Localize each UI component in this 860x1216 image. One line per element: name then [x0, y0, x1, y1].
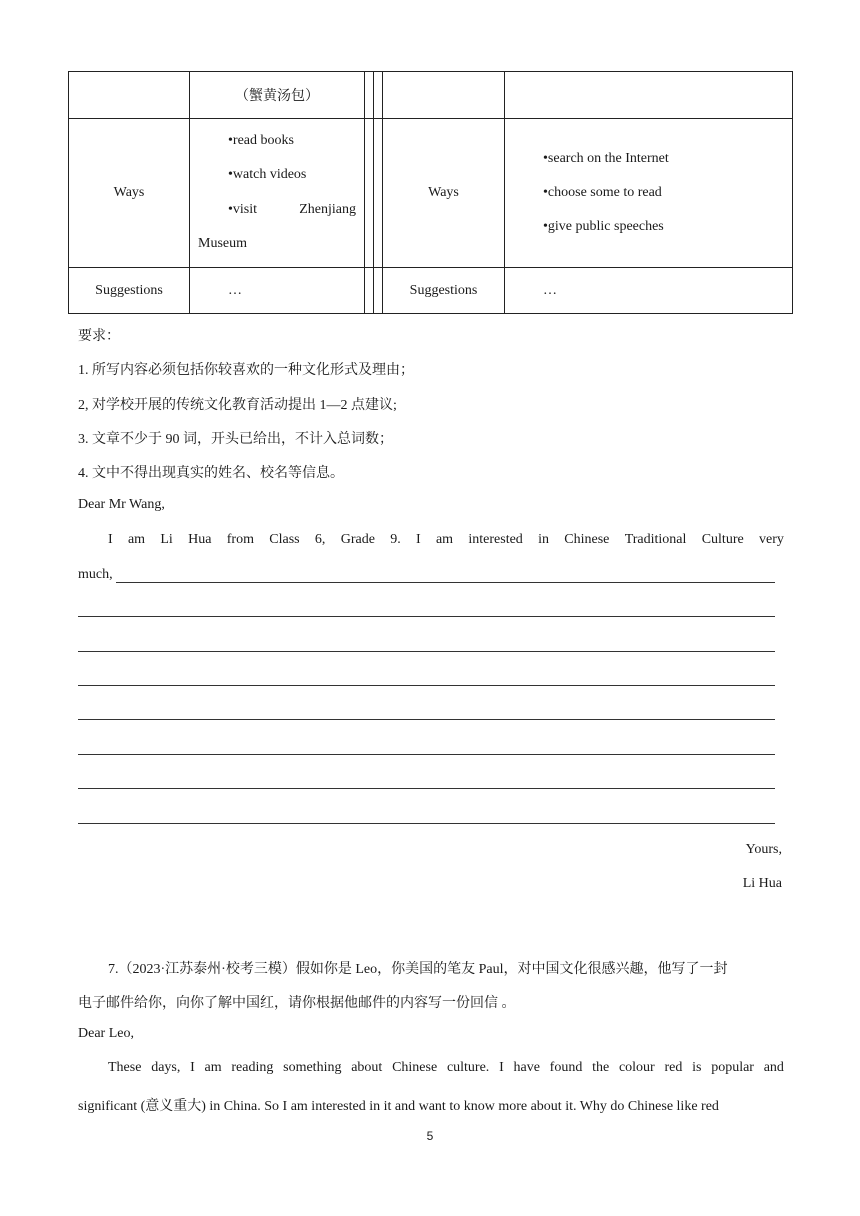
- word: the: [592, 1060, 610, 1075]
- suggestions-label-right: Suggestions: [383, 268, 505, 314]
- word: I: [190, 1060, 195, 1075]
- word: am: [127, 532, 146, 547]
- word: Chinese: [392, 1060, 438, 1075]
- table-row: [69, 119, 793, 268]
- food-name-cell: （蟹黄汤包）: [190, 72, 365, 119]
- word: am: [204, 1060, 222, 1075]
- email-body-line: [108, 1060, 784, 1076]
- requirement-item: 1. 所写内容必须包括你较喜欢的一种文化形式及理由；: [78, 363, 414, 378]
- word: Grade: [340, 532, 375, 547]
- table-cell: [374, 119, 383, 268]
- ways-item: •give public speeches: [543, 219, 664, 234]
- ways-item: Museum: [198, 236, 247, 251]
- writing-blank-line: [78, 823, 775, 824]
- word: Li: [160, 532, 173, 547]
- table-cell: [374, 72, 383, 119]
- ways-item: •watch videos: [228, 167, 307, 182]
- table-cell: [365, 268, 374, 314]
- letter-closing: Yours,: [745, 842, 782, 857]
- word: Class: [269, 532, 300, 547]
- question-7-line-2: 电子邮件给你，向你了解中国红，请你根据他邮件的内容写一份回信 。: [78, 996, 516, 1011]
- requirements-heading: 要求：: [78, 329, 120, 344]
- table-cell: [365, 72, 374, 119]
- question-7-line-1: 7.（2023·江苏泰州·校考三模）假如你是 Leo，你美国的笔友 Paul，对中国文化很感兴趣，他写了一封: [108, 962, 728, 977]
- writing-blank-line: [78, 788, 775, 789]
- table-row: [69, 268, 793, 314]
- requirement-item: 2, 对学校开展的传统文化教育活动提出 1—2 点建议;: [78, 398, 397, 413]
- requirement-item: 4. 文中不得出现真实的姓名、校名等信息。: [78, 466, 344, 481]
- table-cell: [383, 72, 505, 119]
- writing-blank-line: [78, 754, 775, 755]
- word: 6,: [314, 532, 326, 547]
- ways-list-right: [505, 119, 793, 268]
- word: and: [763, 1060, 784, 1075]
- word: reading: [231, 1060, 274, 1075]
- letter-signature: Li Hua: [742, 876, 782, 891]
- word: interested: [468, 532, 523, 547]
- email-body-line: significant (意义重大) in China. So I am interested in it and want to know more about it. Why do Chinese like red: [78, 1099, 719, 1114]
- word: Hua: [188, 532, 212, 547]
- word: Chinese: [564, 532, 610, 547]
- word: I: [499, 1060, 504, 1075]
- word: Culture: [701, 532, 744, 547]
- ways-item: •choose some to read: [543, 185, 662, 200]
- writing-blank-line: [78, 616, 775, 617]
- ways-list-left: [190, 119, 365, 268]
- table-row: [69, 72, 793, 119]
- table-cell: [505, 72, 793, 119]
- word: have: [513, 1060, 540, 1075]
- word: something: [283, 1060, 342, 1075]
- word: found: [549, 1060, 583, 1075]
- word: These: [108, 1060, 142, 1075]
- suggestions-value-right: …: [505, 268, 793, 314]
- ways-item: •visit: [228, 202, 258, 217]
- word: Traditional: [624, 532, 687, 547]
- requirement-item: 3. 文章不少于 90 词，开头已给出，不计入总词数；: [78, 432, 393, 447]
- writing-blank-line: [78, 719, 775, 720]
- word: I: [108, 532, 113, 547]
- word: in: [538, 532, 549, 547]
- word: is: [692, 1060, 702, 1075]
- letter-line-start: much,: [78, 567, 113, 582]
- letter-salutation: Dear Mr Wang,: [78, 497, 165, 512]
- word: from: [226, 532, 254, 547]
- ways-label-right: Ways: [383, 119, 505, 268]
- letter-opening-line: [108, 532, 784, 548]
- table-cell: [69, 72, 190, 119]
- ways-item: Zhenjiang: [299, 202, 356, 217]
- culture-table: [68, 71, 793, 314]
- suggestions-label-left: Suggestions: [69, 268, 190, 314]
- word: about: [351, 1060, 383, 1075]
- word: popular: [711, 1060, 754, 1075]
- ways-item: •read books: [228, 133, 294, 148]
- word: 9.: [390, 532, 401, 547]
- writing-blank-line: [78, 651, 775, 652]
- page-number: 5: [426, 1129, 434, 1143]
- word: very: [759, 532, 784, 547]
- ways-label-left: Ways: [69, 119, 190, 268]
- word: am: [435, 532, 454, 547]
- table-cell: [374, 268, 383, 314]
- word: red: [664, 1060, 683, 1075]
- word: colour: [618, 1060, 655, 1075]
- word: I: [416, 532, 421, 547]
- letter-salutation: Dear Leo,: [78, 1026, 134, 1041]
- writing-blank-line: [116, 582, 775, 583]
- word: culture.: [446, 1060, 490, 1075]
- ways-item: •search on the Internet: [543, 151, 669, 166]
- writing-blank-line: [78, 685, 775, 686]
- suggestions-value-left: …: [190, 268, 365, 314]
- table-cell: [365, 119, 374, 268]
- word: days,: [151, 1060, 181, 1075]
